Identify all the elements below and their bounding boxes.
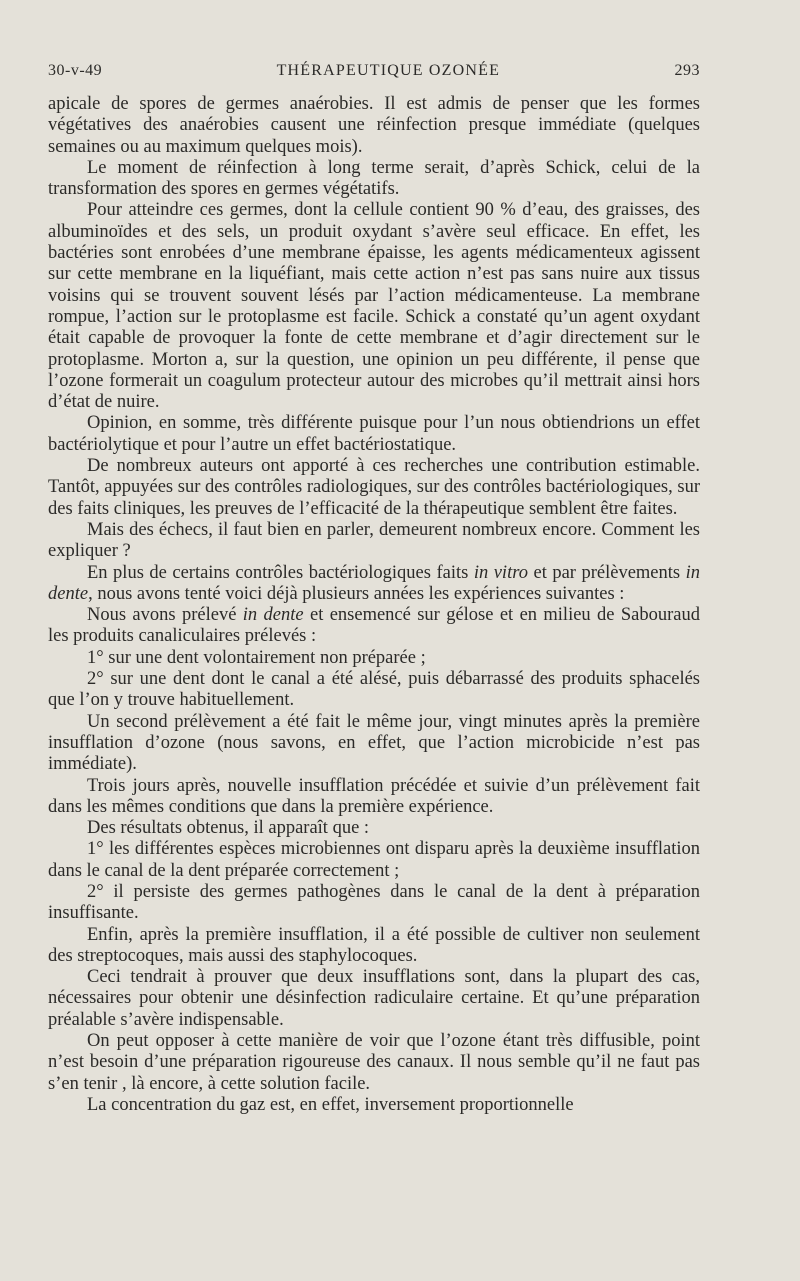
paragraph: 2° il persiste des germes pathogènes dans le canal de la dent à préparation insuffisante. (48, 881, 700, 924)
paragraph: Opinion, en somme, très différente puisque pour l’un nous obtiendrions un effet bactériolytique et pour l’autre un effet bactériostatique. (48, 413, 700, 455)
paragraph: Mais des échecs, il faut bien en parler, demeurent nombreux encore. Comment les expliquer ? (48, 519, 700, 562)
paragraph: Nous avons prélevé in dente et ensemencé sur gélose et en milieu de Sabouraud les produits canaliculaires prélevés : (48, 605, 700, 647)
paragraph: Trois jours après, nouvelle insufflation précédée et suivie d’un prélèvement fait dans les mêmes conditions que dans la première expérience. (48, 775, 700, 817)
body-text (48, 94, 700, 1116)
paragraph: De nombreux auteurs ont apporté à ces recherches une contribution estimable. Tantôt, appuyées sur des contrôles radiologiques, sur des contrôles bactériologiques, sur des faits cliniques, les preuves de l’efficacité de la thérapeutique semblent être faites. (48, 456, 700, 519)
paragraph: Des résultats obtenus, il apparaît que : (87, 818, 370, 839)
running-header (48, 62, 700, 80)
paragraph: En plus de certains contrôles bactériologiques faits in vitro et par prélèvements in dente, nous avons tenté voici déjà plusieurs années les expériences suivantes : (48, 562, 700, 604)
header-date: 30-v-49 (48, 62, 103, 79)
paragraph: On peut opposer à cette manière de voir que l’ozone étant très diffusible, point n’est besoin d’une préparation rigoureuse des canaux. Il nous semble qu’il ne faut pas s’en tenir , là encore, à cette solution facile. (48, 1031, 700, 1094)
paragraph: Pour atteindre ces germes, dont la cellule contient 90 % d’eau, des graisses, des albuminoïdes et des sels, un produit oxydant s’avère seul efficace. En effet, les bactéries sont enrobées d’une membrane épaisse, les agents médicamenteux agissent sur cette membrane en la liquéfiant, mais cette action n’est pas sans nuire aux tissus voisins qui se trouvent souvent lésés par l’action médicamenteuse. La membrane rompue, l’action sur le protoplasme est facile. Schick a constaté qu’un agent oxydant était capable de provoquer la fonte de cette membrane et d’agir directement sur le protoplasme. Morton a, sur la question, une opinion un peu différente, il pense que l’ozone formerait un coagulum protecteur autour des microbes qu’il mettrait ainsi hors d’état de nuire. (48, 200, 700, 413)
paragraph: Le moment de réinfection à long terme serait, d’après Schick, celui de la transformation des spores en germes végétatifs. (48, 157, 700, 200)
paragraph: Enfin, après la première insufflation, il a été possible de cultiver non seulement des streptocoques, mais aussi des staphylocoques. (48, 924, 700, 966)
paragraph: 2° sur une dent dont le canal a été alésé, puis débarrassé des produits sphacelés que l’on y trouve habituellement. (48, 669, 700, 711)
paragraph: apicale de spores de germes anaérobies. Il est admis de penser que les formes végétatives des anaérobies causent une réinfection presque immédiate (quelques semaines ou au maximum quelques mois). (48, 94, 700, 157)
header-title: THÉRAPEUTIQUE OZONÉE (276, 62, 501, 79)
page-number: 293 (674, 62, 700, 79)
paragraph: Un second prélèvement a été fait le même jour, vingt minutes après la première insufflation d’ozone (nous savons, en effet, que l’action microbicide n’est pas immédiate). (48, 711, 700, 775)
paragraph: 1° les différentes espèces microbiennes ont disparu après la deuxième insufflation dans le canal de la dent préparée correctement ; (48, 839, 700, 881)
paragraph: Ceci tendrait à prouver que deux insufflations sont, dans la plupart des cas, nécessaires pour obtenir une désinfection radiculaire certaine. Et qu’une préparation préalable s’avère indispensable. (48, 967, 700, 1030)
paragraph: La concentration du gaz est, en effet, inversement proportionnelle (87, 1094, 574, 1115)
paragraph: 1° sur une dent volontairement non préparée ; (87, 647, 426, 668)
